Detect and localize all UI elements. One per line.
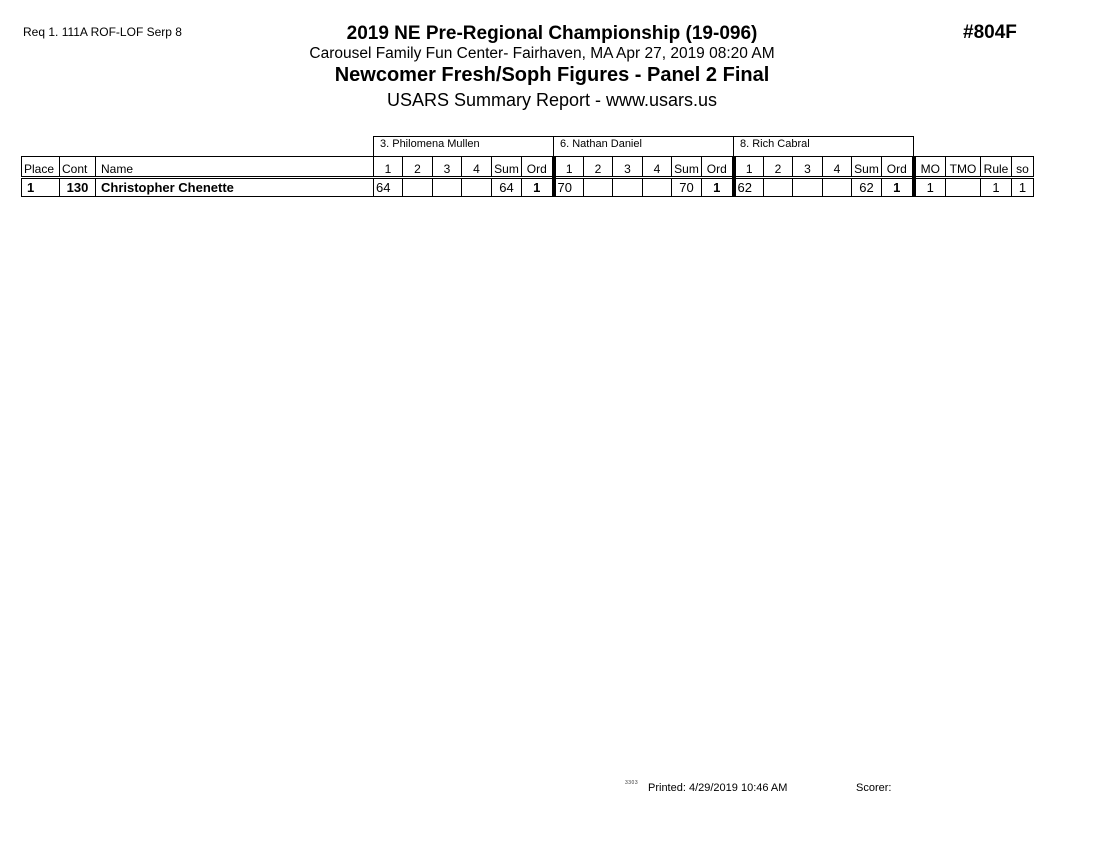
col-cont: Cont — [60, 157, 96, 178]
col-mo: MO — [914, 157, 946, 178]
j1-score-2 — [403, 178, 433, 197]
report-line: USARS Summary Report - www.usars.us — [386, 90, 718, 110]
j1-col-sum: Sum — [492, 157, 522, 178]
col-so: so — [1012, 157, 1034, 178]
j2-score-4 — [643, 178, 672, 197]
cell-rule: 1 — [981, 178, 1012, 197]
results-table — [21, 156, 1034, 197]
request-line: Req 1. 111A ROF-LOF Serp 8 — [23, 25, 182, 39]
j2-score-2 — [584, 178, 613, 197]
j1-score-3 — [433, 178, 462, 197]
col-place: Place — [22, 157, 60, 178]
j3-col-1: 1 — [734, 157, 764, 178]
j3-col-sum: Sum — [852, 157, 882, 178]
j3-ord: 1 — [882, 178, 914, 197]
printed-timestamp: Printed: 4/29/2019 10:46 AM — [648, 782, 788, 794]
j2-col-ord: Ord — [702, 157, 734, 178]
cell-so: 1 — [1012, 178, 1034, 197]
col-tmo: TMO — [946, 157, 981, 178]
cell-mo: 1 — [914, 178, 946, 197]
j1-score-1: 64 — [374, 178, 403, 197]
cell-name: Christopher Chenette — [96, 178, 374, 197]
judge-header-1: 3. Philomena Mullen — [373, 136, 554, 156]
competition-title: 2019 NE Pre-Regional Championship (19-096) — [346, 23, 758, 44]
j2-score-1: 70 — [554, 178, 584, 197]
j2-score-3 — [613, 178, 643, 197]
j3-col-2: 2 — [764, 157, 793, 178]
j2-col-4: 4 — [643, 157, 672, 178]
j1-ord: 1 — [522, 178, 554, 197]
scorer-label: Scorer: — [856, 782, 892, 794]
j3-score-4 — [823, 178, 852, 197]
j3-col-4: 4 — [823, 157, 852, 178]
j3-score-3 — [793, 178, 823, 197]
j2-ord: 1 — [702, 178, 734, 197]
table-row — [22, 178, 1034, 197]
j2-col-1: 1 — [554, 157, 584, 178]
event-code: #804F — [963, 22, 1017, 43]
j1-col-ord: Ord — [522, 157, 554, 178]
j3-sum: 62 — [852, 178, 882, 197]
j1-col-4: 4 — [462, 157, 492, 178]
cell-tmo — [946, 178, 981, 197]
j2-col-sum: Sum — [672, 157, 702, 178]
cell-place: 1 — [22, 178, 60, 197]
j1-col-3: 3 — [433, 157, 462, 178]
j1-sum: 64 — [492, 178, 522, 197]
j3-col-ord: Ord — [882, 157, 914, 178]
j1-col-2: 2 — [403, 157, 433, 178]
judge-header-2: 6. Nathan Daniel — [553, 136, 734, 156]
j1-score-4 — [462, 178, 492, 197]
venue-line: Carousel Family Fun Center- Fairhaven, MA Apr 27, 2019 08:20 AM — [309, 45, 775, 62]
judge-header-3: 8. Rich Cabral — [733, 136, 914, 156]
cell-cont: 130 — [60, 178, 96, 197]
j2-col-2: 2 — [584, 157, 613, 178]
j3-col-3: 3 — [793, 157, 823, 178]
j3-score-2 — [764, 178, 793, 197]
j2-col-3: 3 — [613, 157, 643, 178]
header-row — [22, 157, 1034, 178]
j1-col-1: 1 — [374, 157, 403, 178]
col-rule: Rule — [981, 157, 1012, 178]
event-name: Newcomer Fresh/Soph Figures - Panel 2 Final — [334, 64, 770, 86]
j2-sum: 70 — [672, 178, 702, 197]
footer-code: 3303 — [625, 780, 639, 786]
col-name: Name — [96, 157, 374, 178]
j3-score-1: 62 — [734, 178, 764, 197]
